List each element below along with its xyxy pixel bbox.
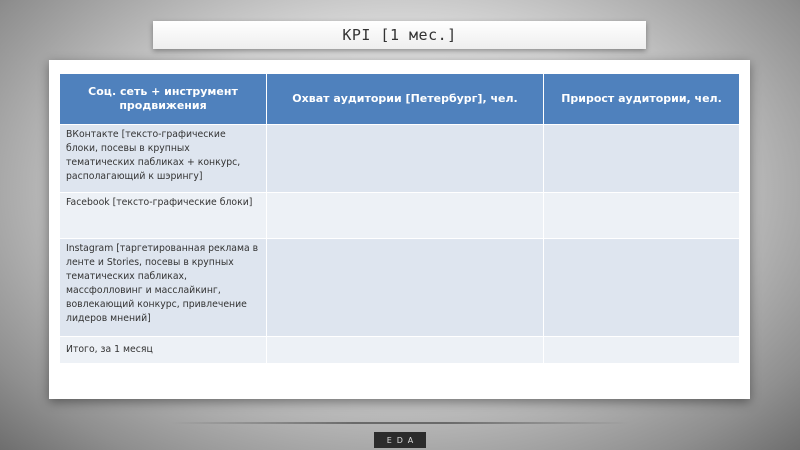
eda-logo: [374, 432, 426, 448]
content-card: [49, 60, 750, 399]
column-header-social-network: Соц. сеть + инструмент продвижения: [60, 74, 267, 125]
cell-growth-vkontakte: [544, 125, 740, 193]
table-row-instagram: [60, 239, 740, 337]
logo-text: EDA: [386, 435, 419, 445]
table-row-facebook: [60, 193, 740, 239]
cell-reach-vkontakte: [267, 125, 544, 193]
page-title: KPI [1 мес.]: [342, 26, 457, 44]
kpi-table: [59, 73, 740, 364]
cell-growth-instagram: [544, 239, 740, 337]
table-row-total: [60, 337, 740, 364]
cell-growth-facebook: [544, 193, 740, 239]
row-label-instagram: Instagram [таргетированная реклама в ленте и Stories, посевы в крупных тематических пабликах, массфолловинг и масслайкинг, вовлекающий конкурс, привлечение лидеров мнений]: [60, 239, 267, 337]
row-label-facebook: Facebook [тексто-графические блоки]: [60, 193, 267, 239]
cell-growth-total: [544, 337, 740, 364]
row-label-total: Итого, за 1 месяц: [60, 337, 267, 364]
table-row-vkontakte: [60, 125, 740, 193]
row-label-vkontakte: ВКонтакте [тексто-графические блоки, посевы в крупных тематических пабликах + конкурс, располагающий к шэрингу]: [60, 125, 267, 193]
column-header-audience-growth: Прирост аудитории, чел.: [544, 74, 740, 125]
table-header-row: [60, 74, 740, 125]
title-bar: [153, 21, 646, 49]
footer-divider: [170, 422, 630, 424]
column-header-audience-reach: Охват аудитории [Петербург], чел.: [267, 74, 544, 125]
cell-reach-instagram: [267, 239, 544, 337]
cell-reach-total: [267, 337, 544, 364]
cell-reach-facebook: [267, 193, 544, 239]
